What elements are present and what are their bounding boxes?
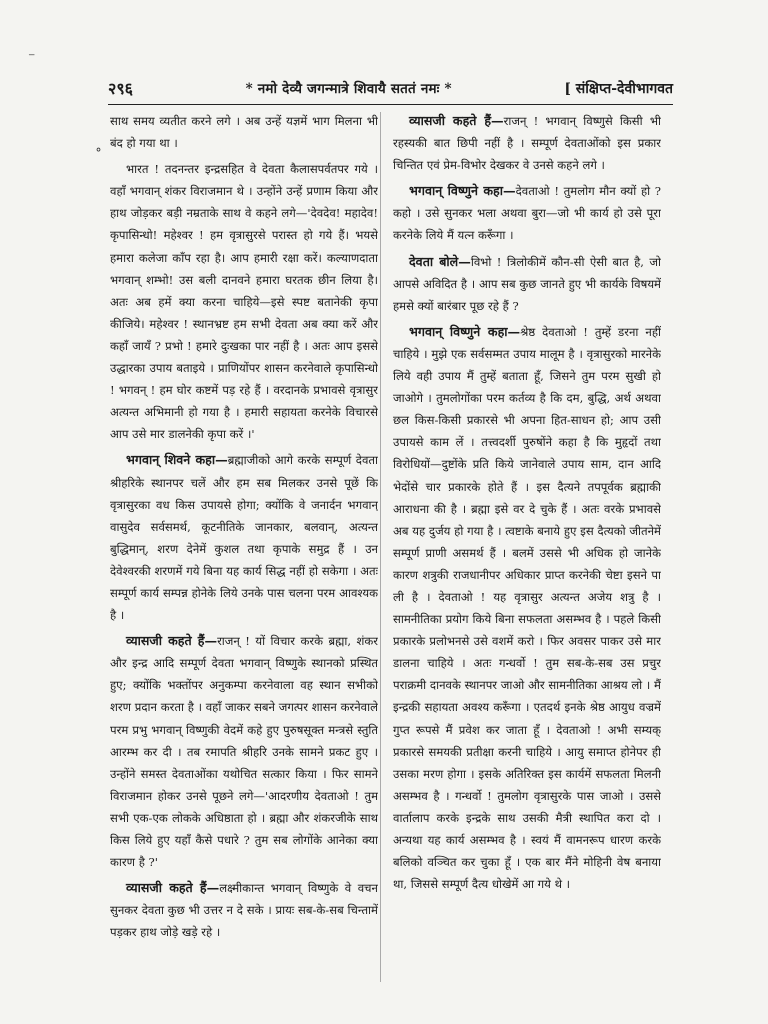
speaker-label: भगवान् विष्णुने कहा— [409, 183, 516, 199]
paragraph-text: राजन् ! भगवान् विष्णुसे किसी भी रहस्यकी बात छिपी नहीं है । सम्पूर्ण देवताओंको इस प्रकार चिन्तित एवं प्रेम-विभोर देखकर वे उनसे कहने लगे । [393, 114, 661, 173]
paragraph-text: साथ समय व्यतीत करने लगे । अब उन्हें यज्ञमें भाग मिलना भी बंद हो गया था । [110, 114, 378, 151]
speaker-label: व्यासजी कहते हैं— [126, 880, 220, 896]
paragraph [110, 449, 378, 626]
paragraph-text: ब्रह्माजीको आगे करके सम्पूर्ण देवता श्रीहरिके स्थानपर चलें और हम सब मिलकर उनसे पूछें कि वृत्रासुरका वध किस उपायसे होगा; क्योंकि वे जनार्दन भगवान् वासुदेव सर्वसमर्थ, कूटनीतिके जानकार, बलवान्, अत्यन्त बुद्धिमान्, शरण देनेमें कुशल तथा कृपाके समुद्र हैं । उन देवेश्वरकी शरणमें गये बिना यह कार्य सिद्ध नहीं हो सकेगा । अतः सम्पूर्ण कार्य सम्पन्न होनेके लिये उनके पास चलना परम आवश्यक है । [110, 453, 378, 623]
paragraph [110, 110, 378, 154]
paragraph [393, 251, 661, 317]
right-column [393, 110, 661, 990]
speaker-label: देवता बोले— [409, 253, 471, 269]
paragraph-text: श्रेष्ठ देवताओ ! तुम्हें डरना नहीं चाहिये । मुझे एक सर्वसम्मत उपाय मालूम है । वृत्रासुरको मारनेके लिये वही उपाय मैं तुम्हें बताता हूँ, जिसने तुम परम सुखी हो जाओगे । तुमलोगोंका परम कर्तव्य है कि दम, बुद्धि, अर्थ अथवा छल किस-किसी प्रकारसे भी अपना हित-साधन हो; आप उसी उपायसे काम लें । तत्त्वदर्शी पुरुषोंने कहा है कि मुहृदों तथा विरोधियों—दुष्टोंके प्रति किये जानेवाले उपाय साम, दान आदि भेदोंसे चार प्रकारके होते हैं । इस दैत्यने तपपूर्वक ब्रह्माकी आराधना की है । ब्रह्मा इसे वर दे चुके हैं । अतः वरके प्रभावसे अब यह दुर्जय हो गया है । त्वष्टाके बनाये हुए इस दैत्यको जीतनेमें सम्पूर्ण प्राणी असमर्थ हैं । बलमें उससे भी अधिक हो जानेके कारण शत्रुकी राजधानीपर अधिकार प्राप्त करनेकी चेष्टा इसने पा ली है । देवताओ ! यह वृत्रासुर अत्यन्त अजेय शत्रु है । सामनीतिका प्रयोग किये बिना सफलता असम्भव है । पहले किसी प्रकारके प्रलोभनसे उसे वशमें करो । फिर अवसर पाकर उसे मार डालना चाहिये । अतः गन्धर्वो ! तुम सब-के-सब उस प्रचुर पराक्रमी दानवके स्थानपर जाओ और सामनीतिका आश्रय लो । मैं इन्द्रकी सहायता अवश्य करूँगा । एतदर्थ इनके श्रेष्ठ आयुध वज्रमें गुप्त रूपसे मैं प्रवेश कर जाता हूँ । देवताओ ! अभी सम्यक् प्रकारसे समयकी प्रतीक्षा करनी चाहिये । आयु समाप्त होनेपर ही उसका मरण होगा । इसके अतिरिक्त इस कार्यमें सफलता मिलनी असम्भव है । गन्धर्वो ! तुमलोग वृत्रासुरके पास जाओ । उससे वार्तालाप करके इन्द्रके साथ उसकी मैत्री स्थापित करा दो । अन्यथा यह कार्य असम्भव है । स्वयं मैं वामनरूप धारण करके बलिको वञ्चित कर चुका हूँ । एक बार मैंने मोहिनी वेष बनाया था, जिससे सम्पूर्ण दैत्य धोखेमें आ गये थे । [393, 324, 661, 892]
page-header [108, 72, 673, 105]
speaker-label: व्यासजी कहते हैं— [409, 113, 504, 128]
book-title: [ संक्षिप्त-देवीभागवत [564, 80, 673, 97]
paragraph [110, 630, 378, 873]
running-title: * नमो देव्यै जगन्मात्रे शिवायै सततं नमः * [245, 81, 452, 97]
column-divider [380, 112, 381, 982]
paragraph [393, 110, 661, 176]
speaker-label: भगवान् विष्णुने कहा— [409, 323, 521, 339]
left-column [110, 110, 378, 990]
speaker-label: व्यासजी कहते हैं— [126, 633, 218, 649]
paragraph [393, 180, 661, 246]
paragraph-text: विभो ! त्रिलोकीमें कौन-सी ऐसी बात है, जो आपसे अविदित है । आप सब कुछ जानते हुए भी कार्यके विषयमें हमसे क्यों बारंबार पूछ रहे हैं ? [393, 254, 661, 313]
paragraph-text: लक्ष्मीकान्त भगवान् विष्णुके वे वचन सुनकर देवता कुछ भी उत्तर न दे सके । प्रायः सब-के-सब चिन्तामें पड़कर हाथ जोड़े खड़े रहे । [110, 881, 378, 940]
paragraph-text: राजन् ! यों विचार करके ब्रह्मा, शंकर और इन्द्र आदि सम्पूर्ण देवता भगवान् विष्णुके स्थानको प्रस्थित हुए; क्योंकि भक्तोंपर अनुकम्पा करनेवाला वह स्थान सभीको शरण प्रदान करता है । वहाँ जाकर सबने जगत्पर शासन करनेवाले परम प्रभु भगवान् विष्णुकी वेदमें कहे हुए पुरुषसूक्त मन्त्रसे स्तुति आरम्भ कर दी । तब रमापति श्रीहरि उनके सामने प्रकट हुए । उन्होंने समस्त देवताओंका यथोचित सत्कार किया । फिर सामने विराजमान होकर उनसे पूछने लगे—'आदरणीय देवताओ ! तुम सभी एक-एक लोकके अधिष्ठाता हो । ब्रह्मा और शंकरजीके साथ किस लिये हुए यहाँ कैसे पधारे ? तुम सब लोगोंके आनेका क्या कारण है ?' [110, 634, 378, 870]
paragraph-text: भारत ! तदनन्तर इन्द्रसहित वे देवता कैलासपर्वतपर गये । वहाँ भगवान् शंकर विराजमान थे । उन्होंने उन्हें प्रणाम किया और हाथ जोड़कर बड़ी नम्रताके साथ वे कहने लगे—'देवदेव! महादेव! कृपासिन्धो! महेश्वर ! हम वृत्रासुरसे परास्त हो गये हैं। भयसे हमारा कलेजा काँप रहा है। आप हमारी रक्षा करें। कल्याणदाता भगवान् शम्भो! उस बली दानवने हमारा घरतक छीन लिया है। अतः अब हमें क्या करना चाहिये—इसे स्पष्ट बतानेकी कृपा कीजिये। महेश्वर ! स्थानभ्रष्ट हम सभी देवता अब क्या करें और कहाँ जायँ ? प्रभो ! हमारे दुःखका पार नहीं है । अतः आप इससे उद्धारका उपाय बताइये । प्राणियोंपर शासन करनेवाले कृपासिन्धो ! भगवन् ! हम घोर कष्टमें पड़ रहे हैं । वरदानके प्रभावसे वृत्रासुर अत्यन्त अभिमानी हो गया है । हमारी सहायता करनेके विचारसे आप उसे मार डालनेकी कृपा करें ।' [110, 162, 378, 442]
paragraph-text: देवताओ ! तुमलोग मौन क्यों हो ? कहो । उसे सुनकर भला अथवा बुरा—जो भी कार्य हो उसे पूरा करनेके लिये मैं यत्न करूँगा । [393, 184, 661, 243]
paragraph [110, 877, 378, 943]
margin-tick: ˚ [95, 148, 102, 164]
paragraph [110, 158, 378, 445]
paragraph [393, 321, 661, 895]
page-number: २९६ [108, 79, 133, 98]
speaker-label: भगवान् शिवने कहा— [126, 452, 228, 468]
margin-tick: ⁻ [28, 50, 36, 66]
